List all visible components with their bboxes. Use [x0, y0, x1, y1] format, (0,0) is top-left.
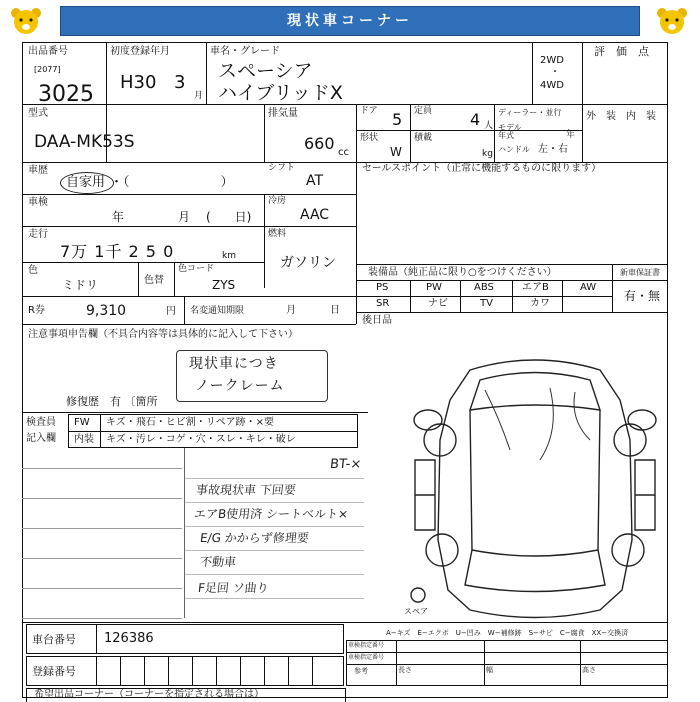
- equip-leather: カワ: [530, 298, 550, 309]
- damage-legend: A−キズ E−エクボ U−凹み W−補修跡 S−サビ C−腐食 XX−交換済: [386, 629, 629, 637]
- lot-sub: [2077]: [34, 65, 61, 74]
- equip-sr: SR: [376, 298, 390, 309]
- drive-4wd: 4WD: [540, 80, 564, 91]
- score-label: 評 価 点: [594, 45, 649, 58]
- reg-number-label: 登録番号: [32, 665, 76, 678]
- recycle-label: R券: [28, 305, 45, 316]
- displacement-value: 660: [304, 134, 335, 153]
- car-name-line2: ハイブリッドX: [218, 82, 343, 104]
- model-year-label: モデル年式: [498, 123, 522, 140]
- stamp-line2: ノークレーム: [195, 378, 285, 394]
- name-change-day: 日: [330, 305, 340, 316]
- bear-mascot-left-icon: [8, 6, 44, 36]
- shift-label: シフト: [268, 163, 296, 173]
- equip-navi: ナビ: [428, 298, 448, 309]
- mileage-unit: km: [222, 251, 236, 261]
- doors-label: ドア: [360, 106, 378, 116]
- banner-title: 現状車コーナー: [287, 13, 413, 29]
- shape-label: 形状: [360, 133, 379, 143]
- handwritten-line4: 不動車: [199, 555, 237, 569]
- registration-month: 3: [174, 72, 186, 93]
- inspector-row1: キズ・飛石・ヒビ割・リペア跡・×要: [106, 417, 274, 428]
- fuel-label: 燃料: [268, 229, 287, 239]
- displacement-label: 排気量: [268, 108, 298, 119]
- equip-aw: AW: [580, 282, 597, 293]
- inspector-row2: キズ・汚レ・コゲ・穴・スレ・キレ・破レ: [106, 434, 296, 445]
- dealer-label: ディーラー・並行: [498, 108, 562, 117]
- grid-label-e: 幅: [486, 666, 493, 674]
- inspection-year: 年: [112, 210, 125, 224]
- recycle-value: 9,310: [86, 303, 127, 319]
- handwritten-line1: 事故現状車 下回要: [195, 483, 297, 497]
- model-label: 型式: [28, 108, 48, 119]
- bear-mascot-right-icon: [654, 6, 690, 36]
- recycle-unit: 円: [166, 306, 176, 317]
- car-name-label: 車名・グレード: [210, 46, 280, 57]
- color-label: 色: [28, 265, 38, 276]
- warranty-label: 新車保証書: [620, 268, 660, 277]
- load-unit: kg: [482, 149, 493, 159]
- repair-history: 修復歴 有 〔箇所: [66, 395, 158, 408]
- capacity-label: 定員: [414, 106, 433, 116]
- handwritten-line3: E/G かからず修理要: [199, 531, 310, 545]
- inspector-label1: 検査員: [26, 417, 56, 428]
- grid-label-f: 高さ: [582, 666, 596, 674]
- grid-label-b: 車検指定番号: [348, 654, 385, 661]
- handle-label: ハンドル: [498, 145, 530, 154]
- chassis-value: 126386: [104, 631, 154, 646]
- color-code-label: 色コード: [178, 264, 215, 274]
- model-value: DAA-MK53S: [34, 132, 135, 152]
- handwritten-line5: F足回 ソ曲り: [197, 581, 270, 595]
- equip-airbag: エアB: [522, 282, 549, 293]
- car-damage-diagram: [400, 340, 670, 630]
- aircon-label: 冷房: [268, 196, 287, 206]
- inspector-fw: FW: [74, 417, 90, 428]
- stamp-line1: 現状車につき: [189, 356, 279, 372]
- drive-dot: ・: [550, 67, 560, 78]
- registration-month-unit: 月: [194, 91, 204, 101]
- name-change-label: 名変通知期限: [190, 306, 245, 316]
- exterior-interior-label: 外 装 内 装: [586, 111, 656, 122]
- handwritten-bt: BT-×: [329, 457, 363, 472]
- inspector-interior: 内装: [74, 434, 94, 445]
- equip-abs: ABS: [474, 282, 494, 293]
- spare-label: スペア: [404, 607, 428, 616]
- drive-2wd: 2WD: [540, 55, 564, 66]
- model-year-unit: 年: [566, 130, 576, 140]
- name-change-month: 月: [286, 305, 296, 316]
- shape-value: W: [390, 145, 402, 159]
- grid-label-a: 車検指定番号: [348, 642, 385, 649]
- lot-number: 3025: [38, 82, 94, 107]
- grid-label-c: 参考: [354, 667, 368, 675]
- inspection-label: 車検: [28, 197, 48, 208]
- footer-label: 希望出品コーナー（コーナーを指定される場合は）: [34, 689, 264, 700]
- spec-grid: [346, 640, 668, 686]
- history-label: 車歴: [28, 165, 48, 176]
- grid-label-d: 長さ: [398, 666, 412, 674]
- capacity-value: 4: [470, 110, 481, 129]
- mileage-label: 走行: [28, 229, 48, 240]
- handwritten-line2: エアB使用済 シートベルト×: [193, 507, 349, 521]
- rear-seat-label: 後日品: [362, 315, 392, 326]
- load-label: 積載: [414, 133, 433, 143]
- sales-point-label: セールスポイント（正常に機能するものに限ります）: [362, 163, 602, 174]
- history-rest: ・（ ）: [110, 175, 234, 190]
- equip-ps: PS: [376, 282, 389, 293]
- color-value: ミドリ: [62, 278, 99, 292]
- inspection-day: ( 日): [206, 210, 252, 224]
- color-code-value: ZYS: [212, 278, 236, 292]
- inspector-label2: 記入欄: [26, 433, 56, 444]
- notes-label: 注意事項申告欄（不具合内容等は具体的に記入して下さい）: [28, 329, 298, 340]
- handle-value: 左・右: [538, 144, 568, 155]
- doors-value: 5: [392, 110, 403, 129]
- header-banner: [60, 6, 640, 36]
- lot-number-label: 出品番号: [28, 46, 68, 57]
- aircon-value: AAC: [300, 207, 330, 223]
- chassis-label: 車台番号: [32, 633, 76, 646]
- first-registration-label: 初度登録年月: [110, 46, 170, 57]
- registration-era: H30: [120, 72, 157, 93]
- car-name-line1: スペーシア: [218, 60, 313, 82]
- color-change-label: 色替: [144, 275, 164, 286]
- equip-pw: PW: [426, 282, 442, 293]
- inspection-month: 月: [178, 210, 191, 224]
- fuel-value: ガソリン: [280, 255, 336, 271]
- equip-tv: TV: [480, 298, 493, 309]
- mileage-value: 7万 1千 2 5 0: [60, 242, 175, 261]
- history-value: 自家用: [66, 175, 106, 190]
- shift-value: AT: [306, 173, 324, 189]
- capacity-unit: 人: [484, 121, 494, 131]
- equipment-label: 装備品（純正品に限り○をつけください）: [368, 267, 557, 278]
- warranty-value: 有・無: [624, 289, 661, 303]
- displacement-unit: cc: [338, 147, 349, 158]
- no-claim-stamp: [176, 350, 328, 402]
